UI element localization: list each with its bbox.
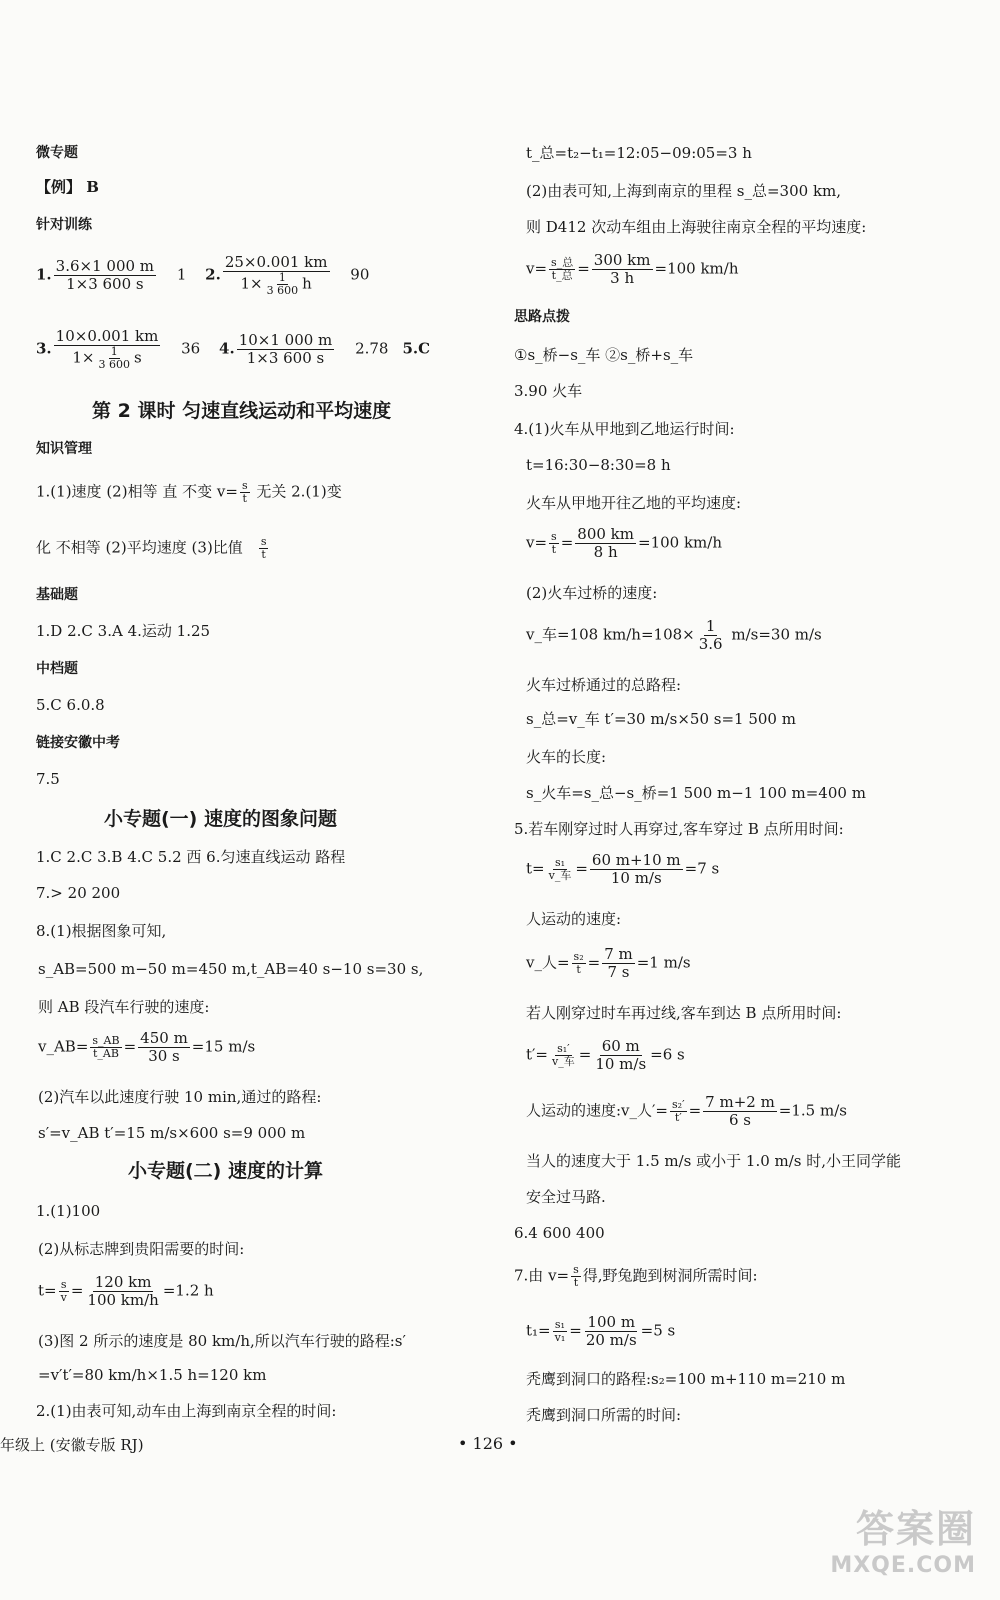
answer-line: 7.由 v= $\frac{s}{t}$ 得,野兔跑到树洞所需时间: — [514, 1263, 758, 1289]
fraction: 25×0.001 km 1× $\frac{1}{3 600}$ h — [224, 253, 328, 297]
answer-line: 人运动的速度: — [526, 910, 622, 928]
answer-line: 秃鹰到洞口所需的时间: — [526, 1406, 682, 1424]
answer-line: s_总=v_车 t′=30 m/s×50 s=1 500 m — [526, 710, 796, 728]
answer-line: 2.(1)由表可知,动车由上海到南京全程的时间: — [36, 1402, 337, 1420]
equation-line: t= $\frac{\text{s₁}}{\text{v\_车}}$ = $\frac{60 m+10 m}{10 m/s}$ =7 s — [526, 851, 720, 887]
answer-line: 1.C 2.C 3.B 4.C 5.2 西 6.匀速直线运动 路程 — [36, 848, 346, 866]
page-number: • 126 • — [458, 1434, 518, 1453]
answer-line: 化 不相等 (2)平均速度 (3)比值 $\frac{s}{t}$ — [36, 535, 267, 561]
answer-line: s_AB=500 m−50 m=450 m,t_AB=40 s−10 s=30 s, — [38, 960, 424, 978]
answer-line: 3. 10×0.001 km 1× $\frac{1}{3 600}$ s 36 4. $\frac{10\times 1 000 m}{1\times 3 600 s}$ 2.78 5.C — [36, 327, 431, 371]
section-heading: 链接安徽中考 — [36, 735, 120, 751]
answer-line: (2)由表可知,上海到南京的里程 s_总=300 km, — [526, 182, 842, 200]
answer-line: 当人的速度大于 1.5 m/s 或小于 1.0 m/s 时,小王同学能 — [526, 1152, 902, 1170]
equation-line: t′= $\frac{\text{s₁′}}{\text{v\_车}}$ = $\frac{60 m}{10 m/s}$ =6 s — [526, 1037, 685, 1073]
left-column — [36, 0, 506, 1600]
fraction: $\frac{3.6\times 1 000 m}{1\times 3 600 s}$ — [55, 257, 155, 293]
equation-line: v= $\frac{\text{s\_总}}{\text{t\_总}}$ = $\frac{300 km}{3 h}$ =100 km/h — [526, 251, 739, 287]
example-answer: 【例】 B — [36, 178, 99, 196]
equation-line: 人运动的速度:v_人′= $\frac{\text{s₂′}}{t'}$ = $\frac{7 m+2 m}{6 s}$ =1.5 m/s — [526, 1093, 847, 1129]
equation-line: t= $\frac{s}{v}$ = $\frac{120 km}{100 km/h}$ =1.2 h — [38, 1273, 214, 1309]
answer-line: (2)火车过桥的速度: — [526, 584, 658, 602]
fraction: 10×0.001 km 1× $\frac{1}{3 600}$ s — [55, 327, 159, 371]
answer-line: 火车从甲地开往乙地的平均速度: — [526, 494, 742, 512]
answer-line: ①s_桥−s_车 ②s_桥+s_车 — [514, 346, 694, 364]
answer-line: 1.(1)100 — [36, 1202, 101, 1220]
answer-line: t=16:30−8:30=8 h — [526, 456, 671, 474]
footer-book-label: 年级上 (安徽专版 RJ) — [0, 1436, 144, 1454]
topic-title: 小专题(二) 速度的计算 — [128, 1160, 323, 1182]
lesson-title: 第 2 课时 匀速直线运动和平均速度 — [92, 400, 392, 422]
answer-line: 火车过桥通过的总路程: — [526, 676, 682, 694]
answer-line: t_总=t₂−t₁=12:05−09:05=3 h — [526, 144, 752, 162]
watermark-logo: 答案圈 MXQE.COM — [830, 1507, 976, 1578]
answer-line: =v′t′=80 km/h×1.5 h=120 km — [38, 1366, 267, 1384]
section-heading: 思路点拨 — [514, 309, 570, 325]
section-heading: 中档题 — [36, 661, 78, 677]
answer-line: 5.若车刚穿过时人再穿过,客车穿过 B 点所用时间: — [514, 820, 844, 838]
answer-line: 1. $\frac{3.6\times 1 000 m}{1\times 3 600 s}$ 1 2. 25×0.001 km 1× $\frac{1}{3 600}$ h 90 — [36, 253, 370, 297]
answer-line: 1.D 2.C 3.A 4.运动 1.25 — [36, 622, 211, 640]
right-column — [514, 0, 996, 1600]
equation-line: v_车=108 km/h=108× $\frac{1}{3.6}$ m/s=30 m/s — [526, 617, 822, 653]
answer-line: (2)汽车以此速度行驶 10 min,通过的路程: — [38, 1088, 322, 1106]
section-heading: 基础题 — [36, 587, 78, 603]
answer-line: 火车的长度: — [526, 748, 607, 766]
answer-line: s′=v_AB t′=15 m/s×600 s=9 000 m — [38, 1124, 306, 1142]
topic-title: 小专题(一) 速度的图象问题 — [104, 808, 337, 830]
answer-line: 3.90 火车 — [514, 382, 583, 400]
answer-line: (3)图 2 所示的速度是 80 km/h,所以汽车行驶的路程:s′ — [38, 1332, 406, 1350]
equation-line: v_AB= $\frac{s\_AB}{t\_AB}$ = $\frac{450 m}{30 s}$ =15 m/s — [38, 1029, 256, 1065]
answer-line: 1.(1)速度 (2)相等 直 不变 v= $\frac{s}{t}$ 无关 2.(1)变 — [36, 479, 342, 505]
answer-line: 若人刚穿过时车再过线,客车到达 B 点所用时间: — [526, 1004, 842, 1022]
answer-line: (2)从标志牌到贵阳需要的时间: — [38, 1240, 245, 1258]
answer-line: 8.(1)根据图象可知, — [36, 922, 167, 940]
answer-line: 则 D412 次动车组由上海驶往南京全程的平均速度: — [526, 218, 867, 236]
section-heading: 微专题 — [36, 145, 78, 161]
equation-line: t₁= $\frac{\text{s₁}}{\text{v₁}}$ = $\frac{100 m}{20 m/s}$ =5 s — [526, 1313, 676, 1349]
answer-line: 则 AB 段汽车行驶的速度: — [38, 998, 210, 1016]
answer-line: 7.> 20 200 — [36, 884, 121, 902]
answer-line: 4.(1)火车从甲地到乙地运行时间: — [514, 420, 735, 438]
answer-line: 秃鹰到洞口的路程:s₂=100 m+110 m=210 m — [526, 1370, 846, 1388]
answer-line: 5.C 6.0.8 — [36, 696, 105, 714]
section-heading: 知识管理 — [36, 441, 92, 457]
equation-line: v= $\frac{s}{t}$ = $\frac{800 km}{8 h}$ =100 km/h — [526, 525, 722, 561]
fraction: $\frac{10\times 1 000 m}{1\times 3 600 s}$ — [238, 331, 333, 367]
equation-line: v_人= $\frac{\text{s₂}}{t}$ = $\frac{7 m}{7 s}$ =1 m/s — [526, 945, 691, 981]
answer-line: 安全过马路. — [526, 1188, 606, 1206]
answer-line: 6.4 600 400 — [514, 1224, 605, 1242]
answer-line: 7.5 — [36, 770, 60, 788]
answer-line: s_火车=s_总−s_桥=1 500 m−1 100 m=400 m — [526, 784, 866, 802]
section-heading: 针对训练 — [36, 217, 92, 233]
